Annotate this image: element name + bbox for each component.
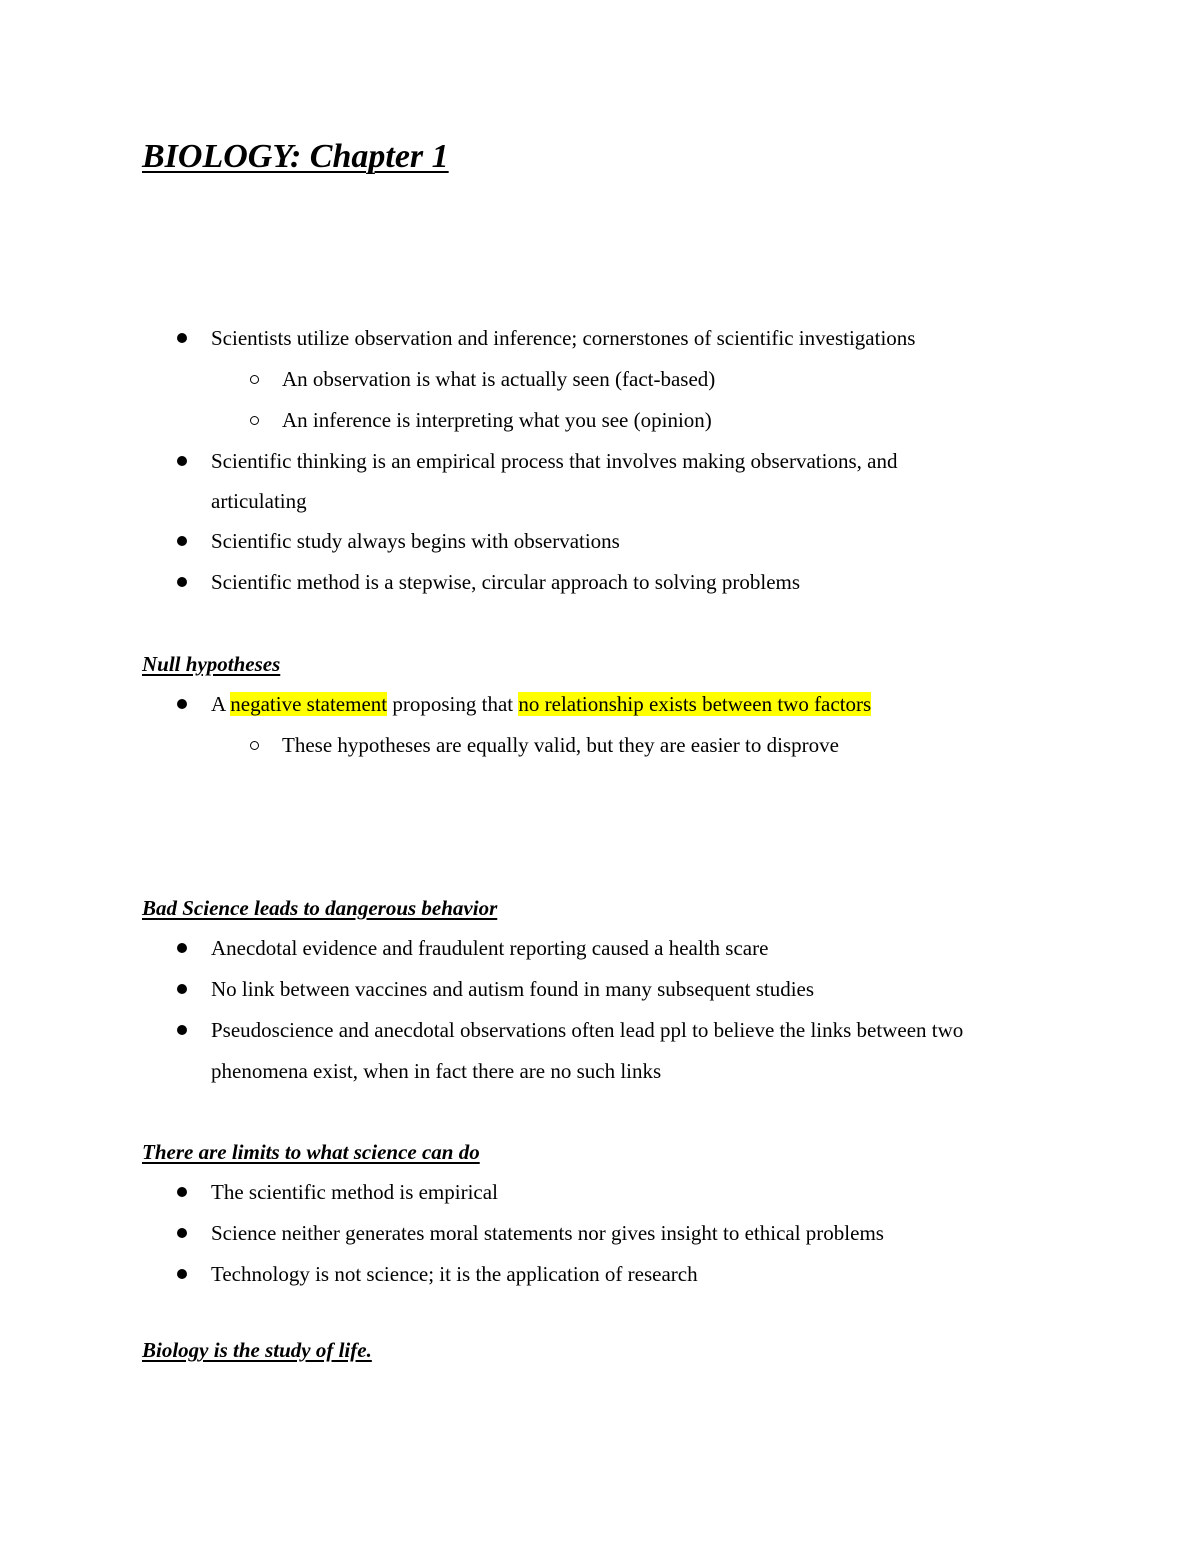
list-item-text: articulating	[211, 489, 307, 513]
highlighted-text: no relationship exists between two factors	[518, 692, 872, 716]
list-item-text: phenomena exist, when in fact there are no such links	[211, 1059, 662, 1083]
list-item	[211, 684, 871, 725]
list-item	[211, 969, 814, 1010]
bullet-icon	[177, 536, 187, 546]
list-item-continuation	[211, 481, 307, 522]
list-item-text: The scientific method is empirical	[211, 1180, 498, 1204]
list-item	[211, 441, 897, 482]
hollow-bullet-icon	[250, 416, 259, 425]
list-item	[211, 521, 620, 562]
list-item-text: Scientific method is a stepwise, circular approach to solving problems	[211, 570, 801, 594]
list-item	[211, 1213, 884, 1254]
list-item-continuation	[211, 1051, 661, 1092]
list-item-text: No link between vaccines and autism found in many subsequent studies	[211, 977, 815, 1001]
list-item-text: Science neither generates moral statements nor gives insight to ethical problems	[211, 1221, 884, 1245]
list-item-text: Scientists utilize observation and inference; cornerstones of scientific investigations	[211, 326, 916, 350]
bullet-icon	[177, 943, 187, 953]
bullet-icon	[177, 984, 187, 994]
bullet-icon	[177, 1228, 187, 1238]
list-item-text: Pseudoscience and anecdotal observations often lead ppl to believe the links between two	[211, 1018, 964, 1042]
list-item	[211, 928, 768, 969]
list-item-text: These hypotheses are equally valid, but they are easier to disprove	[282, 733, 839, 757]
hollow-bullet-icon	[250, 375, 259, 384]
bullet-icon	[177, 1269, 187, 1279]
section-heading-null-hypotheses: Null hypotheses	[142, 652, 281, 676]
sub-list-item	[282, 400, 712, 441]
section-heading-bad-science: Bad Science leads to dangerous behavior	[142, 896, 498, 920]
list-item-text: Anecdotal evidence and fraudulent reporting caused a health scare	[211, 936, 769, 960]
section-heading-biology-study-of-life: Biology is the study of life.	[142, 1338, 372, 1362]
page-title: BIOLOGY: Chapter 1	[142, 138, 449, 175]
list-item-text: Scientific study always begins with observations	[211, 529, 620, 553]
list-item	[211, 1010, 963, 1051]
list-item-text: proposing that	[387, 692, 519, 716]
bullet-icon	[177, 699, 187, 709]
list-item-text: An observation is what is actually seen (fact-based)	[282, 367, 716, 391]
sub-list-item	[282, 359, 715, 400]
section-heading-limits: There are limits to what science can do	[142, 1140, 480, 1164]
bullet-icon	[177, 456, 187, 466]
bullet-icon	[177, 1187, 187, 1197]
sub-list-item	[282, 725, 839, 766]
bullet-icon	[177, 577, 187, 587]
list-item	[211, 1172, 498, 1213]
highlighted-text: negative statement	[230, 692, 388, 716]
list-item	[211, 318, 915, 359]
list-item-text: A	[211, 692, 231, 716]
bullet-icon	[177, 1025, 187, 1035]
hollow-bullet-icon	[250, 741, 259, 750]
list-item-text: An inference is interpreting what you see (opinion)	[282, 408, 712, 432]
bullet-icon	[177, 333, 187, 343]
list-item-text: Technology is not science; it is the application of research	[211, 1262, 698, 1286]
list-item-text: Scientific thinking is an empirical process that involves making observations, and	[211, 449, 898, 473]
list-item	[211, 562, 800, 603]
list-item	[211, 1254, 698, 1295]
